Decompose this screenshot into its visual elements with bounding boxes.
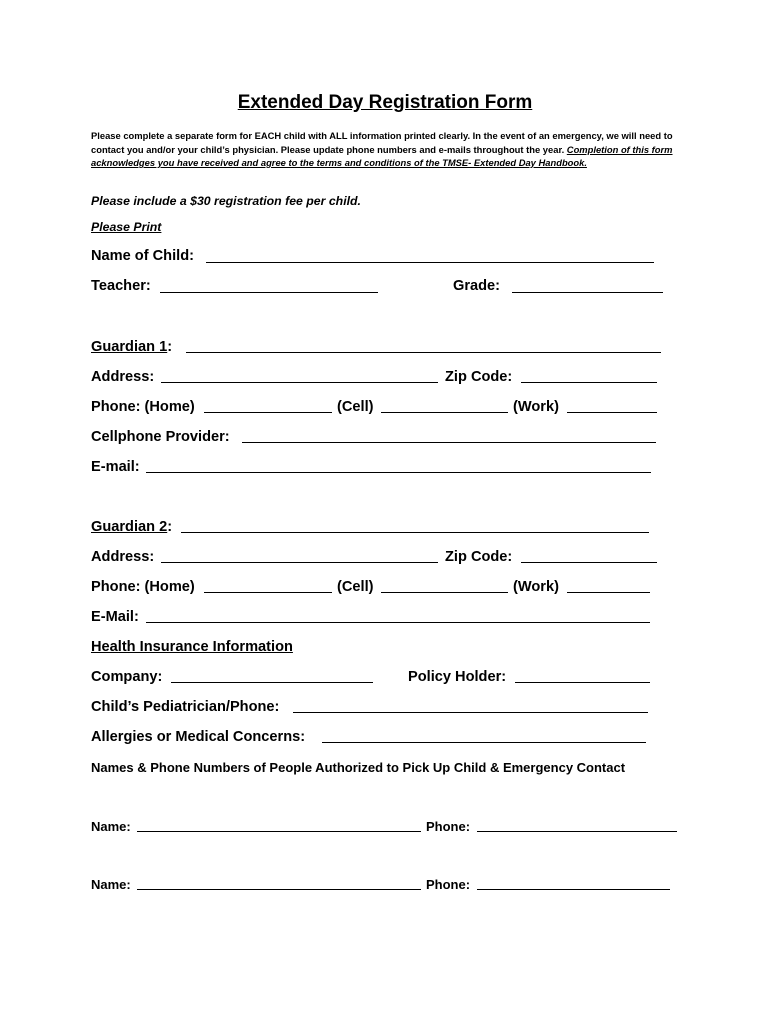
guardian1-cell-label: (Cell) (337, 399, 374, 415)
guardian1-work-label: (Work) (513, 399, 559, 415)
guardian2-email-label: E-Mail: (91, 609, 139, 625)
guardian2-work-label: (Work) (513, 579, 559, 595)
guardian2-email-field[interactable] (146, 622, 650, 623)
handbook-acknowledgement: Completion of this form acknowledges you have received and agree to the terms and conditions of the TMSE- Extended Day Handbook. (91, 143, 673, 168)
guardian2-cell-field[interactable] (381, 592, 508, 593)
guardian2-heading-text: Guardian 2 (91, 519, 168, 535)
pickup-contact-2-phone-field[interactable] (477, 889, 670, 890)
guardian2-zip-field[interactable] (521, 562, 657, 563)
registration-fee-note: Please include a $30 registration fee per child. (91, 194, 361, 208)
pickup-contact-1-phone-label: Phone: (426, 819, 471, 834)
guardian2-heading (91, 518, 172, 536)
guardian2-heading-colon: : (167, 519, 173, 535)
teacher-label: Teacher: (91, 278, 151, 294)
pickup-contact-2-name-label: Name: (91, 877, 131, 892)
guardian1-name-field[interactable] (186, 352, 661, 353)
guardian1-work-field[interactable] (567, 412, 657, 413)
child-name-field[interactable] (206, 262, 654, 263)
please-print-note: Please Print (91, 220, 162, 234)
pickup-contact-1-name-field[interactable] (137, 831, 421, 832)
guardian1-zip-label: Zip Code: (445, 369, 513, 385)
guardian1-address-field[interactable] (161, 382, 438, 383)
policy-holder-field[interactable] (515, 682, 650, 683)
guardian1-heading-colon: : (167, 339, 173, 355)
form-title: Extended Day Registration Form (237, 92, 533, 113)
authorized-pickup-heading: Names & Phone Numbers of People Authorized to Pick Up Child & Emergency Contact (91, 760, 626, 775)
guardian1-provider-field[interactable] (242, 442, 656, 443)
allergies-field[interactable] (322, 742, 646, 743)
pickup-contact-2-phone-label: Phone: (426, 877, 471, 892)
guardian1-cell-field[interactable] (381, 412, 508, 413)
health-insurance-heading: Health Insurance Information (91, 639, 293, 655)
grade-label: Grade: (453, 278, 501, 294)
guardian1-email-field[interactable] (146, 472, 651, 473)
guardian1-heading-text: Guardian 1 (91, 339, 168, 355)
guardian2-phone-home-field[interactable] (204, 592, 332, 593)
pickup-contact-1-phone-field[interactable] (477, 831, 677, 832)
pickup-contact-2-name-field[interactable] (137, 889, 421, 890)
pickup-contact-1-name-label: Name: (91, 819, 131, 834)
insurance-company-field[interactable] (171, 682, 373, 683)
guardian2-zip-label: Zip Code: (445, 549, 513, 565)
guardian1-address-label: Address: (91, 369, 155, 385)
guardian1-phone-home-label: Phone: (Home) (91, 399, 195, 415)
guardian2-address-field[interactable] (161, 562, 438, 563)
pediatrician-label: Child’s Pediatrician/Phone: (91, 699, 280, 715)
instructions-paragraph (91, 129, 691, 170)
guardian1-phone-home-field[interactable] (204, 412, 332, 413)
grade-field[interactable] (512, 292, 663, 293)
guardian2-name-field[interactable] (181, 532, 649, 533)
teacher-field[interactable] (160, 292, 378, 293)
guardian1-heading (91, 338, 172, 356)
guardian2-cell-label: (Cell) (337, 579, 374, 595)
pediatrician-field[interactable] (293, 712, 648, 713)
allergies-label: Allergies or Medical Concerns: (91, 729, 306, 745)
insurance-company-label: Company: (91, 669, 163, 685)
child-name-label: Name of Child: (91, 248, 194, 264)
guardian1-provider-label: Cellphone Provider: (91, 429, 230, 445)
guardian2-phone-home-label: Phone: (Home) (91, 579, 195, 595)
guardian2-work-field[interactable] (567, 592, 650, 593)
guardian1-email-label: E-mail: (91, 459, 140, 475)
instructions-text: Please complete a separate form for EACH child with ALL information printed clearly. In the event of an emergency, we will need to contact you and/or your child’s physician. Please update phone numbers and e-mails throughout the year. (91, 130, 673, 155)
guardian1-zip-field[interactable] (521, 382, 657, 383)
policy-holder-label: Policy Holder: (408, 669, 507, 685)
guardian2-address-label: Address: (91, 549, 155, 565)
